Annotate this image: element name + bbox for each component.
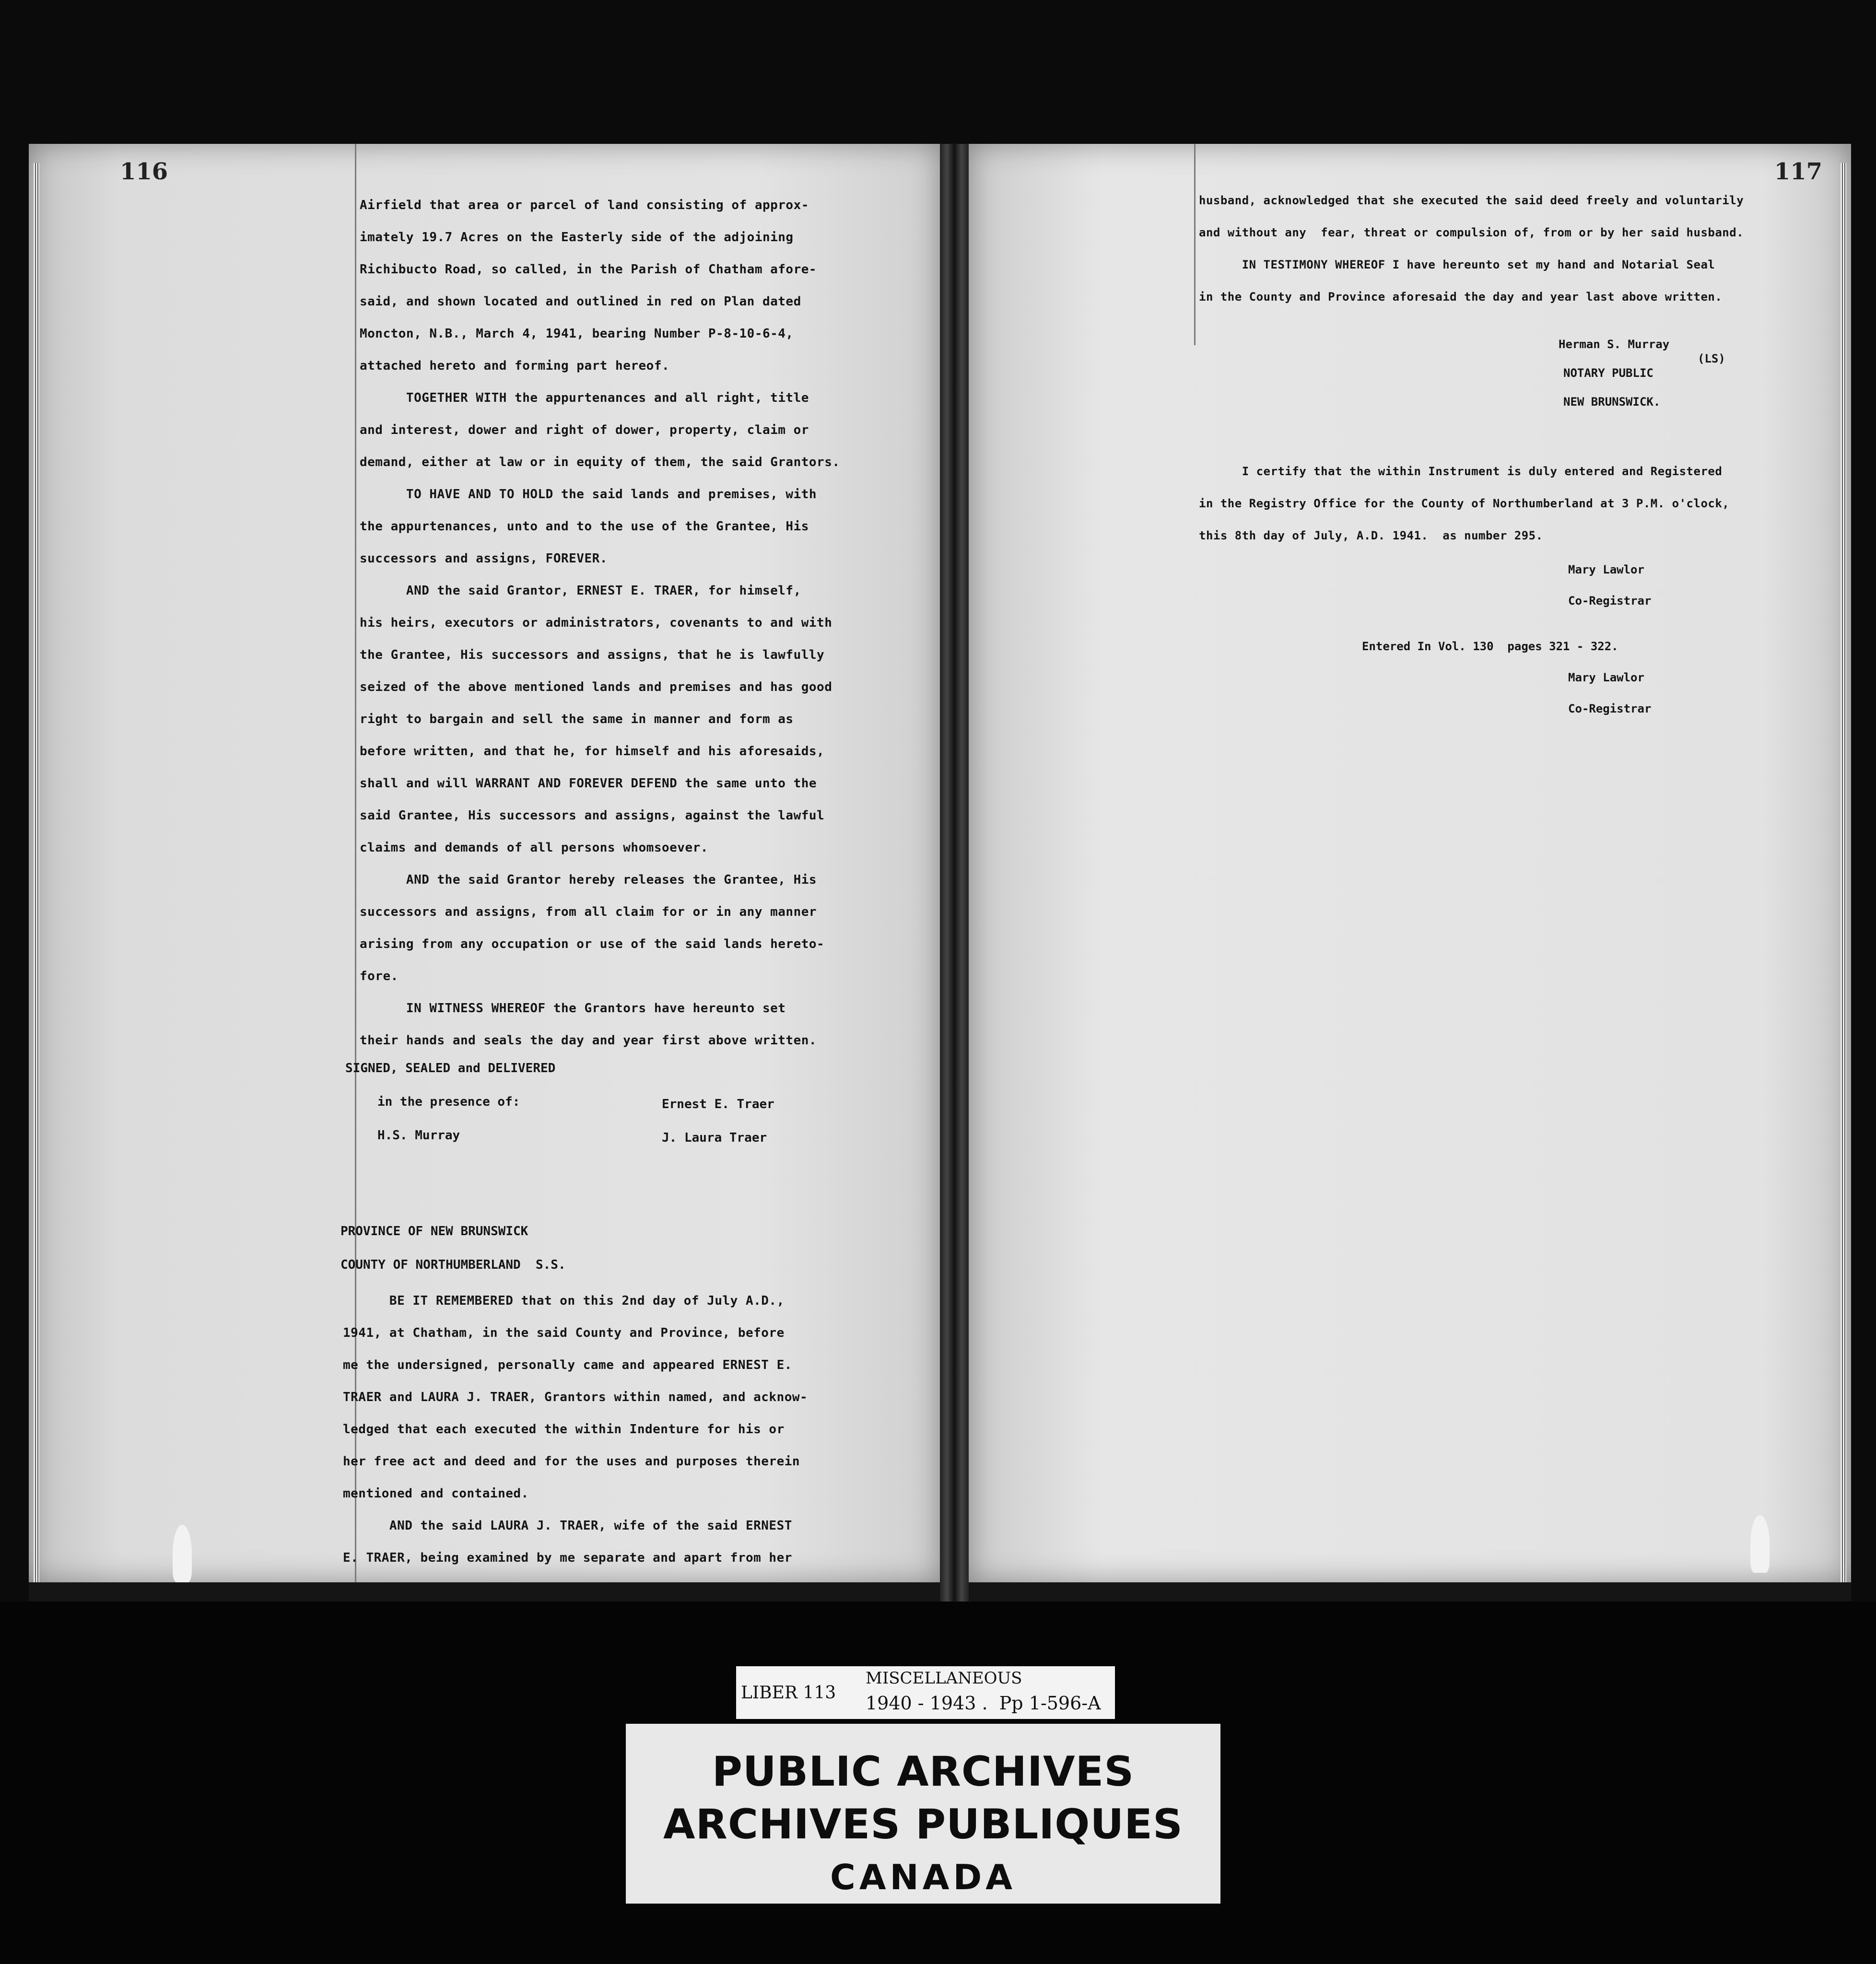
archive-label [626, 1724, 1220, 1904]
witness-signature: H.S. Murray [355, 1128, 460, 1143]
deed-line: shall and will WARRANT AND FOREVER DEFEND the same unto the [360, 776, 817, 791]
county-heading: COUNTY OF NORTHUMBERLAND S.S. [340, 1258, 566, 1272]
deed-line: Moncton, N.B., March 4, 1941, bearing Number P-8-10-6-4, [360, 327, 794, 341]
deed-line: said Grantee, His successors and assigns, against the lawful [360, 808, 825, 823]
notary-signature: Herman S. Murray [1559, 338, 1670, 351]
bleed-through-text [101, 254, 126, 318]
notary-province: NEW BRUNSWICK. [1563, 395, 1661, 409]
left-page [29, 144, 940, 1582]
liber-series: MISCELLANEOUS [866, 1669, 1022, 1688]
liber-number: LIBER 113 [741, 1683, 836, 1703]
ack-line: ledged that each executed the within Indenture for his or [343, 1422, 785, 1437]
page-clip [1750, 1515, 1770, 1573]
archive-label-line-2: ARCHIVES PUBLIQUES [663, 1800, 1183, 1848]
deed-line: Richibucto Road, so called, in the Parish of Chatham afore- [360, 262, 817, 277]
deed-line: Airfield that area or parcel of land consisting of approx- [360, 198, 809, 212]
ack-line: E. TRAER, being examined by me separate and apart from her [343, 1551, 792, 1565]
ack-line: AND the said LAURA J. TRAER, wife of the said ERNEST [343, 1519, 792, 1533]
grantor-signature-2: J. Laura Traer [662, 1131, 767, 1145]
archive-label-line-1: PUBLIC ARCHIVES [712, 1748, 1135, 1796]
signed-sealed-line: SIGNED, SEALED and DELIVERED [345, 1061, 556, 1076]
deed-line: the appurtenances, unto and to the use of the Grantee, His [360, 519, 809, 534]
certify-line: I certify that the within Instrument is duly entered and Registered [1199, 465, 1723, 478]
deed-line: demand, either at law or in equity of them, the said Grantors. [360, 455, 840, 469]
deed-body-text [360, 189, 840, 1057]
liber-tag [736, 1666, 1115, 1719]
deed-line: and interest, dower and right of dower, property, claim or [360, 423, 809, 437]
deed-line: seized of the above mentioned lands and premises and has good [360, 680, 832, 694]
presence-line: in the presence of: [355, 1095, 520, 1109]
right-page-number: 117 [1774, 158, 1822, 185]
certify-line: this 8th day of July, A.D. 1941. as number 295. [1199, 529, 1543, 542]
testimony-line: husband, acknowledged that she executed the said deed freely and voluntarily [1199, 194, 1744, 207]
deed-line: AND the said Grantor, ERNEST E. TRAER, for himself, [360, 584, 801, 598]
registrar-signature-1: Mary Lawlor [1568, 563, 1644, 576]
deed-line: his heirs, executors or administrators, covenants to and with [360, 616, 832, 630]
page-clip [173, 1525, 192, 1582]
left-page-number: 116 [120, 158, 168, 185]
deed-line: claims and demands of all persons whomsoever. [360, 841, 708, 855]
deed-line: TOGETHER WITH the appurtenances and all right, title [360, 391, 809, 405]
ack-line: me the undersigned, personally came and appeared ERNEST E. [343, 1358, 792, 1372]
testimony-text [1199, 185, 1744, 313]
book-spine [940, 144, 969, 1602]
deed-line: attached hereto and forming part hereof. [360, 359, 670, 373]
ack-line: TRAER and LAURA J. TRAER, Grantors within named, and acknow- [343, 1390, 808, 1404]
deed-line: said, and shown located and outlined in red on Plan dated [360, 294, 801, 309]
liber-years-pages: 1940 - 1943 . Pp 1-596-A [866, 1693, 1101, 1714]
deed-line: fore. [360, 969, 399, 983]
ledger-book [29, 144, 1851, 1602]
province-heading: PROVINCE OF NEW BRUNSWICK [340, 1224, 528, 1239]
ack-line: BE IT REMEMBERED that on this 2nd day of July A.D., [343, 1294, 785, 1308]
registrar-title-2: Co-Registrar [1568, 702, 1652, 715]
deed-line: imately 19.7 Acres on the Easterly side of the adjoining [360, 230, 794, 245]
deed-line: their hands and seals the day and year first above written. [360, 1033, 817, 1048]
testimony-line: and without any fear, threat or compulsion of, from or by her said husband. [1199, 226, 1744, 239]
certify-line: in the Registry Office for the County of Northumberland at 3 P.M. o'clock, [1199, 497, 1730, 510]
ack-line: mentioned and contained. [343, 1486, 529, 1501]
right-page-edges [1841, 163, 1846, 1582]
testimony-line: in the County and Province aforesaid the day and year last above written. [1199, 290, 1723, 304]
ack-line: her free act and deed and for the uses and purposes therein [343, 1454, 800, 1469]
ack-line: 1941, at Chatham, in the said County and Province, before [343, 1326, 785, 1340]
left-page-edges [34, 163, 39, 1582]
right-page [969, 144, 1851, 1582]
deed-line: the Grantee, His successors and assigns, that he is lawfully [360, 648, 825, 662]
notary-seal: (LS) [1698, 352, 1725, 365]
deed-line: arising from any occupation or use of the said lands hereto- [360, 937, 825, 951]
registrar-title-1: Co-Registrar [1568, 594, 1652, 608]
entered-volume-line: Entered In Vol. 130 pages 321 - 322. [1362, 640, 1618, 653]
deed-line: before written, and that he, for himself and his aforesaids, [360, 744, 825, 759]
testimony-line: IN TESTIMONY WHEREOF I have hereunto set my hand and Notarial Seal [1199, 258, 1715, 271]
archive-label-line-3: CANADA [830, 1857, 1017, 1897]
deed-line: AND the said Grantor hereby releases the Grantee, His [360, 873, 817, 887]
right-margin-line [1194, 144, 1196, 345]
grantor-signature-1: Ernest E. Traer [662, 1097, 774, 1111]
deed-line: successors and assigns, from all claim for or in any manner [360, 905, 817, 919]
deed-line: right to bargain and sell the same in manner and form as [360, 712, 794, 726]
deed-line: IN WITNESS WHEREOF the Grantors have hereunto set [360, 1001, 786, 1016]
deed-line: TO HAVE AND TO HOLD the said lands and premises, with [360, 487, 817, 502]
registry-certification [1199, 456, 1729, 552]
notary-title: NOTARY PUBLIC [1563, 366, 1653, 380]
acknowledgement-text [343, 1285, 808, 1574]
deed-line: successors and assigns, FOREVER. [360, 551, 608, 566]
registrar-signature-2: Mary Lawlor [1568, 671, 1644, 684]
